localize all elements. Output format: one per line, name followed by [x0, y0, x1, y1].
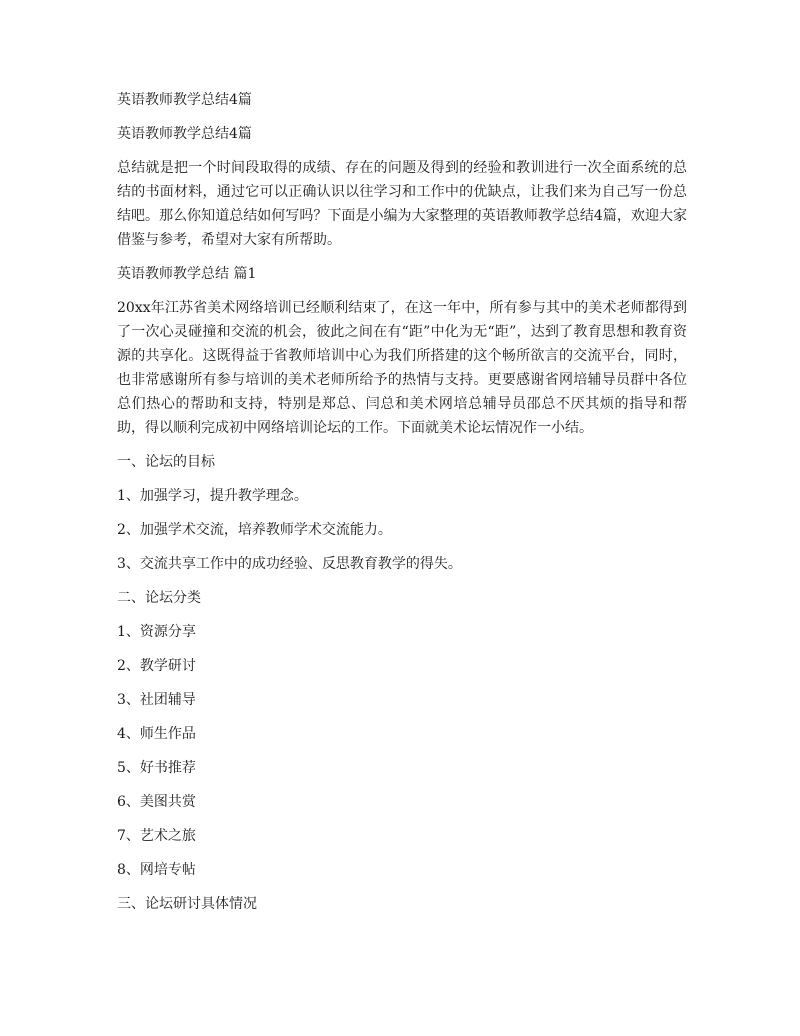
list-item: 3、交流共享工作中的成功经验、反思教育教学的得失。 [117, 556, 462, 572]
list-item: 2、教学研讨 [117, 658, 196, 674]
body-paragraph: 20xx年江苏省美术网络培训已经顺利结束了，在这一年中，所有参与其中的美术老师都得到了一次心灵碰撞和交流的机会，彼此之间在有“距”中化为无“距”，达到了教育思想和教育资源的共享化。这既得益于省教师培训中心为我们所搭建的这个畅所欲言的交流平台，同时，也非常感谢所有参与培训的美术老师所给予的热情与支持。更要感谢省网培辅导员群中各位总们热心的帮助和支持，特别是郑总、闫总和美术网培总辅导员邵总不厌其烦的指导和帮助，得以顺利完成初中网络培训论坛的工作。下面就美术论坛情况作一小结。 [117, 300, 687, 436]
list-item: 7、艺术之旅 [117, 828, 196, 844]
section-heading: 英语教师教学总结 篇1 [117, 266, 257, 282]
list-item: 3、社团辅导 [117, 692, 196, 708]
list-item: 2、加强学术交流，培养教师学术交流能力。 [117, 522, 392, 538]
document-title: 英语教师教学总结4篇 [117, 92, 252, 108]
heading-goals: 一、论坛的目标 [117, 454, 215, 470]
document-page [117, 88, 687, 926]
intro-paragraph: 总结就是把一个时间段取得的成绩、存在的问题及得到的经验和教训进行一次全面系统的总结的书面材料，通过它可以正确认识以往学习和工作中的优缺点，让我们来为自己写一份总结吧。那么你知道总结如何写吗？下面是小编为大家整理的英语教师教学总结4篇，欢迎大家借鉴与参考，希望对大家有所帮助。 [117, 160, 687, 248]
list-item: 8、网培专帖 [117, 862, 196, 878]
list-item: 4、师生作品 [117, 726, 196, 742]
list-item: 1、加强学习，提升教学理念。 [117, 488, 308, 504]
list-item: 1、资源分享 [117, 624, 196, 640]
list-item: 5、好书推荐 [117, 760, 196, 776]
document-subtitle: 英语教师教学总结4篇 [117, 126, 252, 142]
heading-details: 三、论坛研讨具体情况 [117, 896, 257, 912]
heading-categories: 二、论坛分类 [117, 590, 201, 606]
list-item: 6、美图共赏 [117, 794, 196, 810]
